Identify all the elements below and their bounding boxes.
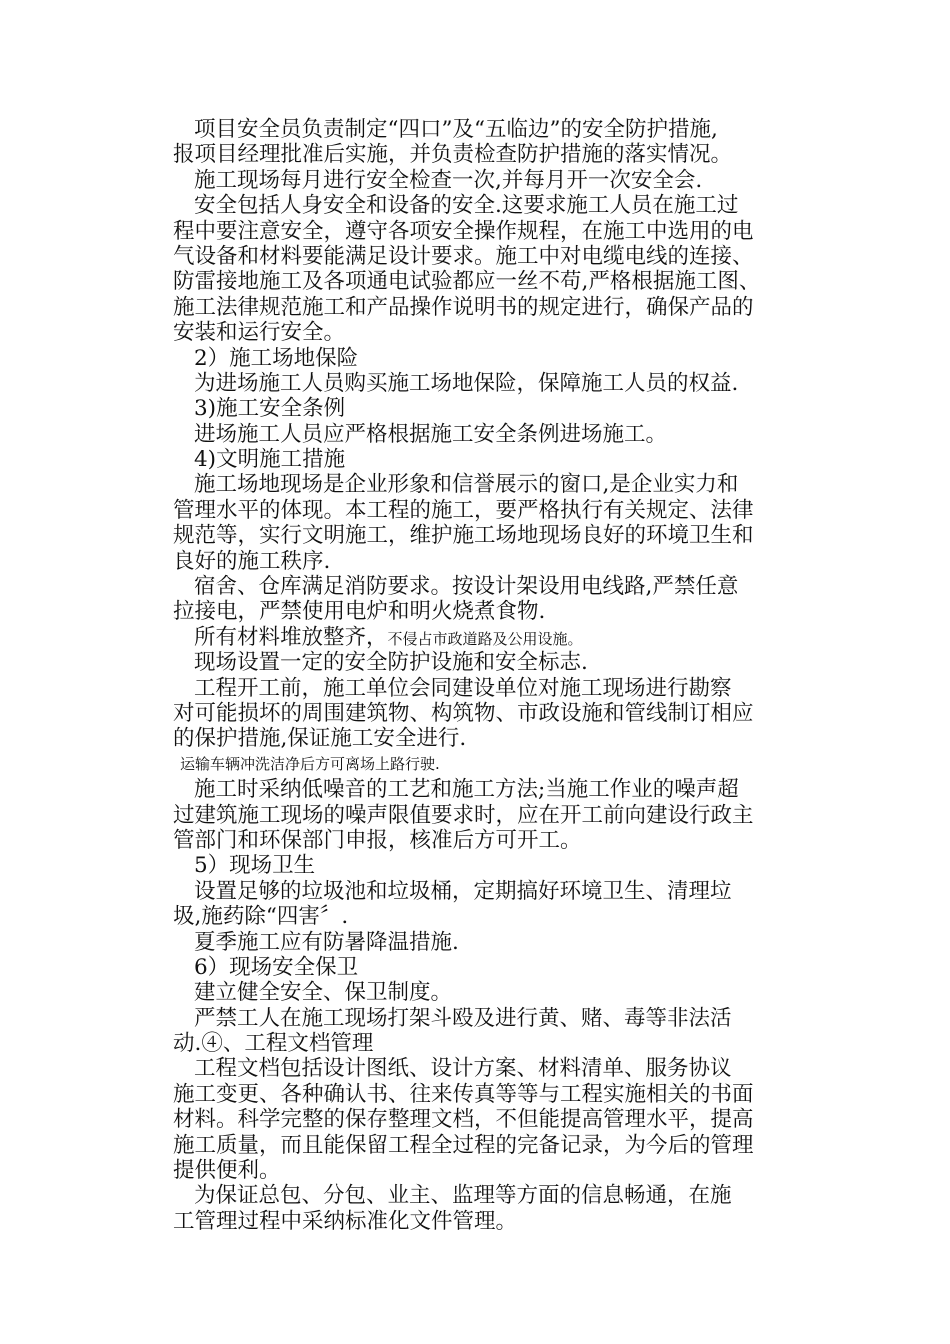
section-heading: 6）现场安全保卫 [194, 954, 359, 980]
section-heading: 3)施工安全条例 [194, 396, 346, 422]
text-line: 提供便利。 [173, 1158, 281, 1184]
text-line: 工程文档包括设计图纸、设计方案、材料清单、服务协议 [194, 1056, 732, 1082]
text-line: 工管理过程中采纳标准化文件管理。 [173, 1208, 518, 1234]
text-line: 建立健全安全、保卫制度。 [194, 980, 453, 1006]
text-line: 管理水平的体现。本工程的施工，要严格执行有关规定、法律 [173, 497, 754, 523]
text-line: 施工场地现场是企业形象和信誉展示的窗口,是企业实力和 [194, 472, 739, 498]
text-line: 施工时采纳低噪音的工艺和施工方法;当施工作业的噪声超 [194, 777, 739, 803]
text-line: 材料。科学完整的保存整理文档，不但能提高管理水平，提高 [173, 1107, 754, 1133]
text-line: 良好的施工秩序. [173, 548, 331, 574]
text-line: 气设备和材料要能满足设计要求。施工中对电缆电线的连接、 [173, 243, 754, 269]
text-line: 拉接电，严禁使用电炉和明火烧煮食物. [173, 599, 546, 625]
text-line: 进场施工人员应严格根据施工安全条例进场施工。 [194, 421, 668, 447]
text-line: 严禁工人在施工现场打架斗殴及进行黄、赌、毒等非法活 [194, 1005, 732, 1031]
text-line: 报项目经理批准后实施，并负责检查防护措施的落实情况。 [173, 142, 733, 168]
text-line [173, 625, 813, 650]
text-line: 圾,施药除“四害〞. [173, 904, 349, 930]
text-line: 现场设置一定的安全防护设施和安全标志. [194, 650, 588, 676]
section-heading: 4)文明施工措施 [194, 447, 346, 473]
text-line: 为保证总包、分包、业主、监理等方面的信息畅通，在施 [194, 1183, 732, 1209]
text-line: 施工变更、各种确认书、往来传真等等与工程实施相关的书面 [173, 1081, 754, 1107]
text-line: 对可能损坏的周围建筑物、构筑物、市政设施和管线制订相应 [173, 700, 754, 726]
text-line: 为进场施工人员购买施工场地保险，保障施工人员的权益. [194, 370, 739, 396]
text-line: 的保护措施,保证施工安全进行. [173, 726, 467, 752]
text-line: 过建筑施工现场的噪声限值要求时，应在开工前向建设行政主 [173, 802, 754, 828]
document-body [173, 117, 813, 1234]
text-segment-small: 不侵占市政道路及公用设施。 [387, 629, 583, 648]
text-line: 施工质量，而且能保留工程全过程的完备记录，为今后的管理 [173, 1132, 754, 1158]
text-line: 夏季施工应有防暑降温措施. [194, 929, 459, 955]
text-line: 安全包括人身安全和设备的安全.这要求施工人员在施工过 [194, 193, 739, 219]
text-line: 程中要注意安全，遵守各项安全操作规程，在施工中选用的电 [173, 218, 754, 244]
text-line: 施工法律规范施工和产品操作说明书的规定进行，确保产品的 [173, 294, 754, 320]
text-line-small: 运输车辆冲洗洁净后方可离场上路行驶. [180, 754, 440, 773]
text-line: 管部门和环保部门申报，核准后方可开工。 [173, 827, 582, 853]
text-line: 工程开工前，施工单位会同建设单位对施工现场进行勘察 [194, 675, 732, 701]
section-heading: 2）施工场地保险 [194, 345, 359, 371]
text-line: 防雷接地施工及各项通电试验都应一丝不苟,严格根据施工图、 [173, 269, 761, 295]
text-line: 动.④、工程文档管理 [173, 1031, 374, 1057]
text-line: 项目安全员负责制定“四口”及“五临边”的安全防护措施, [194, 117, 718, 142]
text-line: 安装和运行安全。 [173, 320, 346, 346]
text-line: 宿舍、仓库满足消防要求。按设计架设用电线路,严禁任意 [194, 574, 739, 600]
text-line: 设置足够的垃圾池和垃圾桶，定期搞好环境卫生、清理垃 [194, 878, 732, 904]
text-segment: 所有材料堆放整齐， [194, 624, 388, 650]
text-line: 施工现场每月进行安全检查一次,并每月开一次安全会. [194, 167, 703, 193]
section-heading: 5）现场卫生 [194, 853, 316, 879]
text-line: 规范等，实行文明施工，维护施工场地现场良好的环境卫生和 [173, 523, 754, 549]
